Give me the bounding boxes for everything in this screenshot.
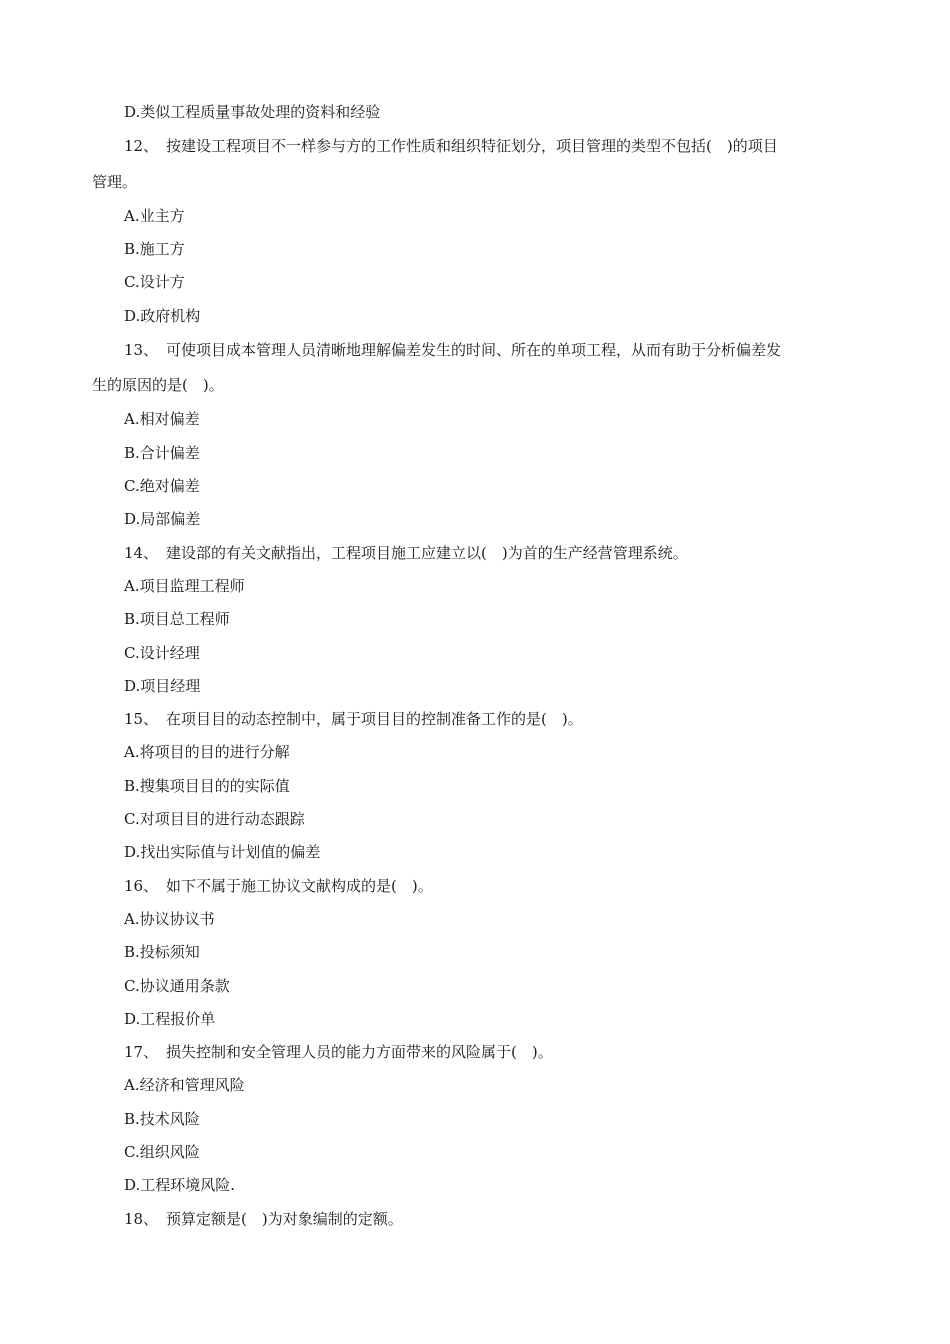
option-text: A.协议协议书 [124, 910, 215, 928]
question-15 [124, 709, 583, 729]
option-text: D.工程环境风险. [124, 1176, 236, 1194]
option-text: D.找出实际值与计划值的偏差 [124, 843, 321, 861]
option-text: B.投标须知 [124, 943, 200, 961]
question-text: 损失控制和安全管理人员的能力方面带来的风险属于( )。 [166, 1043, 553, 1061]
question-18 [124, 1209, 403, 1229]
option-text: A.经济和管理风险 [124, 1076, 245, 1094]
option-text: D.政府机构 [124, 307, 201, 325]
option-text: C.设计经理 [124, 644, 200, 662]
option-text: B.项目总工程师 [124, 610, 230, 628]
option-text: D.工程报价单 [124, 1010, 216, 1028]
question-12 [124, 136, 778, 156]
question-text: 按建设工程项目不一样参与方的工作性质和组织特征划分，项目管理的类型不包括( )的项目 [166, 137, 778, 155]
option-text: C.对项目目的进行动态跟踪 [124, 810, 305, 828]
question-number: 13、 [124, 341, 159, 359]
question-text: 在项目目的动态控制中，属于项目目的控制准备工作的是( )。 [166, 710, 583, 728]
option-text: A.业主方 [124, 207, 185, 225]
question-text-continued: 管理。 [92, 173, 138, 191]
question-number: 18、 [124, 1210, 159, 1228]
question-text: 预算定额是( )为对象编制的定额。 [166, 1210, 403, 1228]
option-text: C.绝对偏差 [124, 477, 200, 495]
option-text: B.技术风险 [124, 1110, 200, 1128]
option-text: C.协议通用条款 [124, 977, 230, 995]
question-text-continued: 生的原因的是( )。 [92, 376, 224, 394]
question-number: 17、 [124, 1043, 159, 1061]
option-text: A.将项目的目的进行分解 [124, 743, 290, 761]
question-number: 12、 [124, 137, 159, 155]
option-text: B.合计偏差 [124, 444, 200, 462]
question-text: 可使项目成本管理人员清晰地理解偏差发生的时间、所在的单项工程，从而有助于分析偏差发 [166, 341, 782, 359]
question-text: 建设部的有关文献指出，工程项目施工应建立以( )为首的生产经营管理系统。 [166, 544, 688, 562]
question-number: 15、 [124, 710, 159, 728]
question-14 [124, 543, 688, 563]
question-13 [124, 340, 781, 360]
question-text: 如下不属于施工协议文献构成的是( )。 [166, 877, 433, 895]
option-text: C.组织风险 [124, 1143, 200, 1161]
question-number: 14、 [124, 544, 159, 562]
option-text: C.设计方 [124, 273, 185, 291]
question-number: 16、 [124, 877, 159, 895]
option-text: A.项目监理工程师 [124, 577, 245, 595]
option-text: D.项目经理 [124, 677, 201, 695]
question-16 [124, 876, 433, 896]
option-text: B.搜集项目目的的实际值 [124, 777, 290, 795]
option-text: A.相对偏差 [124, 410, 200, 428]
option-text: B.施工方 [124, 240, 185, 258]
question-17 [124, 1042, 553, 1062]
option-text: D.类似工程质量事故处理的资料和经验 [124, 103, 381, 121]
option-text: D.局部偏差 [124, 510, 201, 528]
